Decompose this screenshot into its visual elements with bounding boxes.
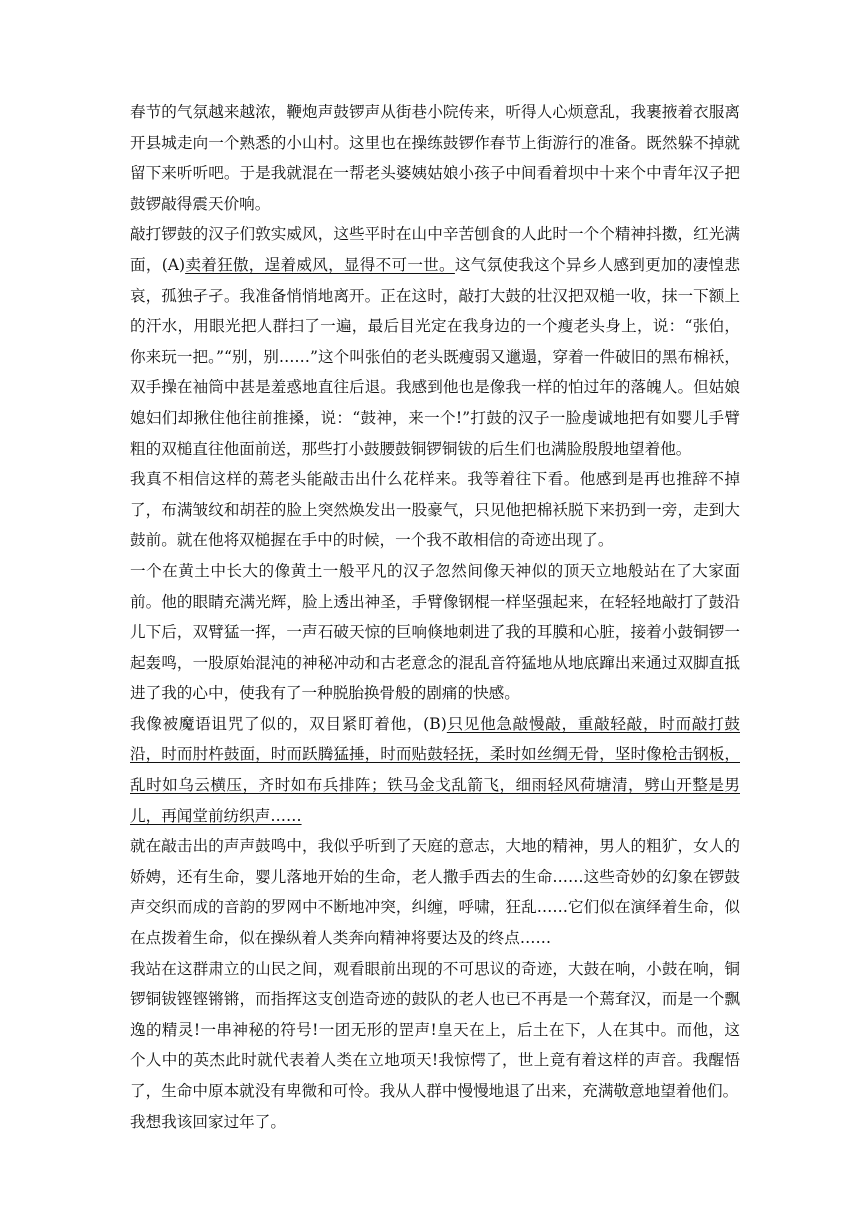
paragraph — [130, 831, 740, 953]
paragraph-text: 我真不相信这样的蔫老头能敲击出什么花样来。我等着往下看。他感到是再也推辞不掉了，布满皱纹和胡茬的脸上突然焕发出一股豪气，只见他把棉袄脱下来扔到一旁，走到大鼓前。就在他将双槌握在手中的时候，一个我不敢相信的奇迹出现了。 — [130, 470, 740, 550]
paragraph — [130, 954, 740, 1107]
underlined-passage: 卖着狂傲，逞着威风，显得不可一世。 — [185, 255, 455, 274]
paragraph-text: 我想我该回家过年了。 — [130, 1112, 286, 1131]
paragraph — [130, 556, 740, 709]
paragraph — [130, 1107, 740, 1138]
paragraph-text: 就在敲击出的声声鼓鸣中，我似乎听到了天庭的意志，大地的精神，男人的粗犷，女人的娇娉，还有生命，婴儿落地开始的生命，老人撒手西去的生命……这些奇妙的幻象在锣鼓声交织而成的音韵的罗网中不断地冲突，纠缠，呼啸，狂乱……它们似在演绎着生命，似在点拨着生命，似在操纵着人类奔向精神将要达及的终点…… — [130, 837, 740, 948]
paragraph — [130, 464, 740, 556]
paragraph-text: 敲打锣鼓的汉子们敦实威风，这些平时在山中辛苦刨食的人此时一个个精神抖擞，红光满面，(A) — [130, 225, 740, 274]
paragraph-text: 一个在黄土中长大的像黄土一般平凡的汉子忽然间像天神似的顶天立地般站在了大家面前。他的眼睛充满光辉，脸上透出神圣，手臂像钢棍一样坚强起来，在轻轻地敲打了鼓沿儿下后，双臂猛一挥，一声石破天惊的巨响倏地刺进了我的耳膜和心脏，接着小鼓铜锣一起轰鸣，一股原始混沌的神秘冲动和古老意念的混乱音符猛地从地底蹿出来通过双脚直抵进了我的心中，使我有了一种脱胎换骨般的剧痛的快感。 — [130, 561, 740, 703]
paragraph — [130, 97, 740, 219]
paragraph-text: 春节的气氛越来越浓，鞭炮声鼓锣声从街巷小院传来，听得人心烦意乱，我裹掖着衣服离开县城走向一个熟悉的小山村。这里也在操练鼓锣作春节上街游行的准备。既然躲不掉就留下来听听吧。于是我就混在一帮老头婆姨姑娘小孩子中间看着坝中十来个中青年汉子把鼓锣敲得震天价响。 — [130, 103, 740, 213]
underlined-passage: 只见他急敲慢敲，重敲轻敲，时而敲打鼓沿，时而肘杵鼓面，时而跃腾猛捶，时而贴鼓轻抚，柔时如丝绸无骨，坚时像枪击钢板，乱时如乌云横压，齐时如布兵排阵；铁马金戈乱箭飞，细雨轻风荷塘清，劈山开整是男儿，再闻堂前纺织声…… — [130, 714, 740, 825]
paragraph — [130, 709, 740, 831]
paragraph — [130, 219, 740, 464]
paragraph-text: 这气氛使我这个异乡人感到更加的凄惶悲哀，孤独孑孑。我准备悄悄地离开。正在这时，敲打大鼓的壮汉把双槌一收，抹一下额上的汗水，用眼光把人群扫了一遍，最后目光定在我身边的一个瘦老头身上，说：“张伯，你来玩一把。”“别，别……”这个叫张伯的老头既瘦弱又邋遢，穿着一件破旧的黑布棉袄，双手操在袖筒中甚是羞惑地直往后退。我感到他也是像我一样的怕过年的落魄人。但姑娘媳妇们却揪住他往前推搡，说：“鼓神，来一个!”打鼓的汉子一脸虔诚地把有如婴儿手臂粗的双槌直往他面前送，那些打小鼓腰鼓铜锣铜钹的后生们也满脸殷殷地望着他。 — [130, 255, 740, 458]
paragraph-text: 我站在这群肃立的山民之间，观看眼前出现的不可思议的奇迹，大鼓在响，小鼓在响，铜锣铜钹铿铿锵锵，而指挥这支创造奇迹的鼓队的老人也已不再是一个蔫耷汉，而是一个飘逸的精灵!一串神秘的符号!一团无形的罡声!皇天在上，后土在下，人在其中。而他，这个人中的英杰此时就代表着人类在立地项天!我惊愕了，世上竟有着这样的声音。我醒悟了，生命中原本就没有卑微和可怜。我从人群中慢慢地退了出来，充满敬意地望着他们。 — [130, 959, 740, 1100]
article-body — [130, 97, 740, 1137]
paragraph-text: 我像被魔语诅咒了似的，双目紧盯着他，(B) — [130, 714, 447, 733]
